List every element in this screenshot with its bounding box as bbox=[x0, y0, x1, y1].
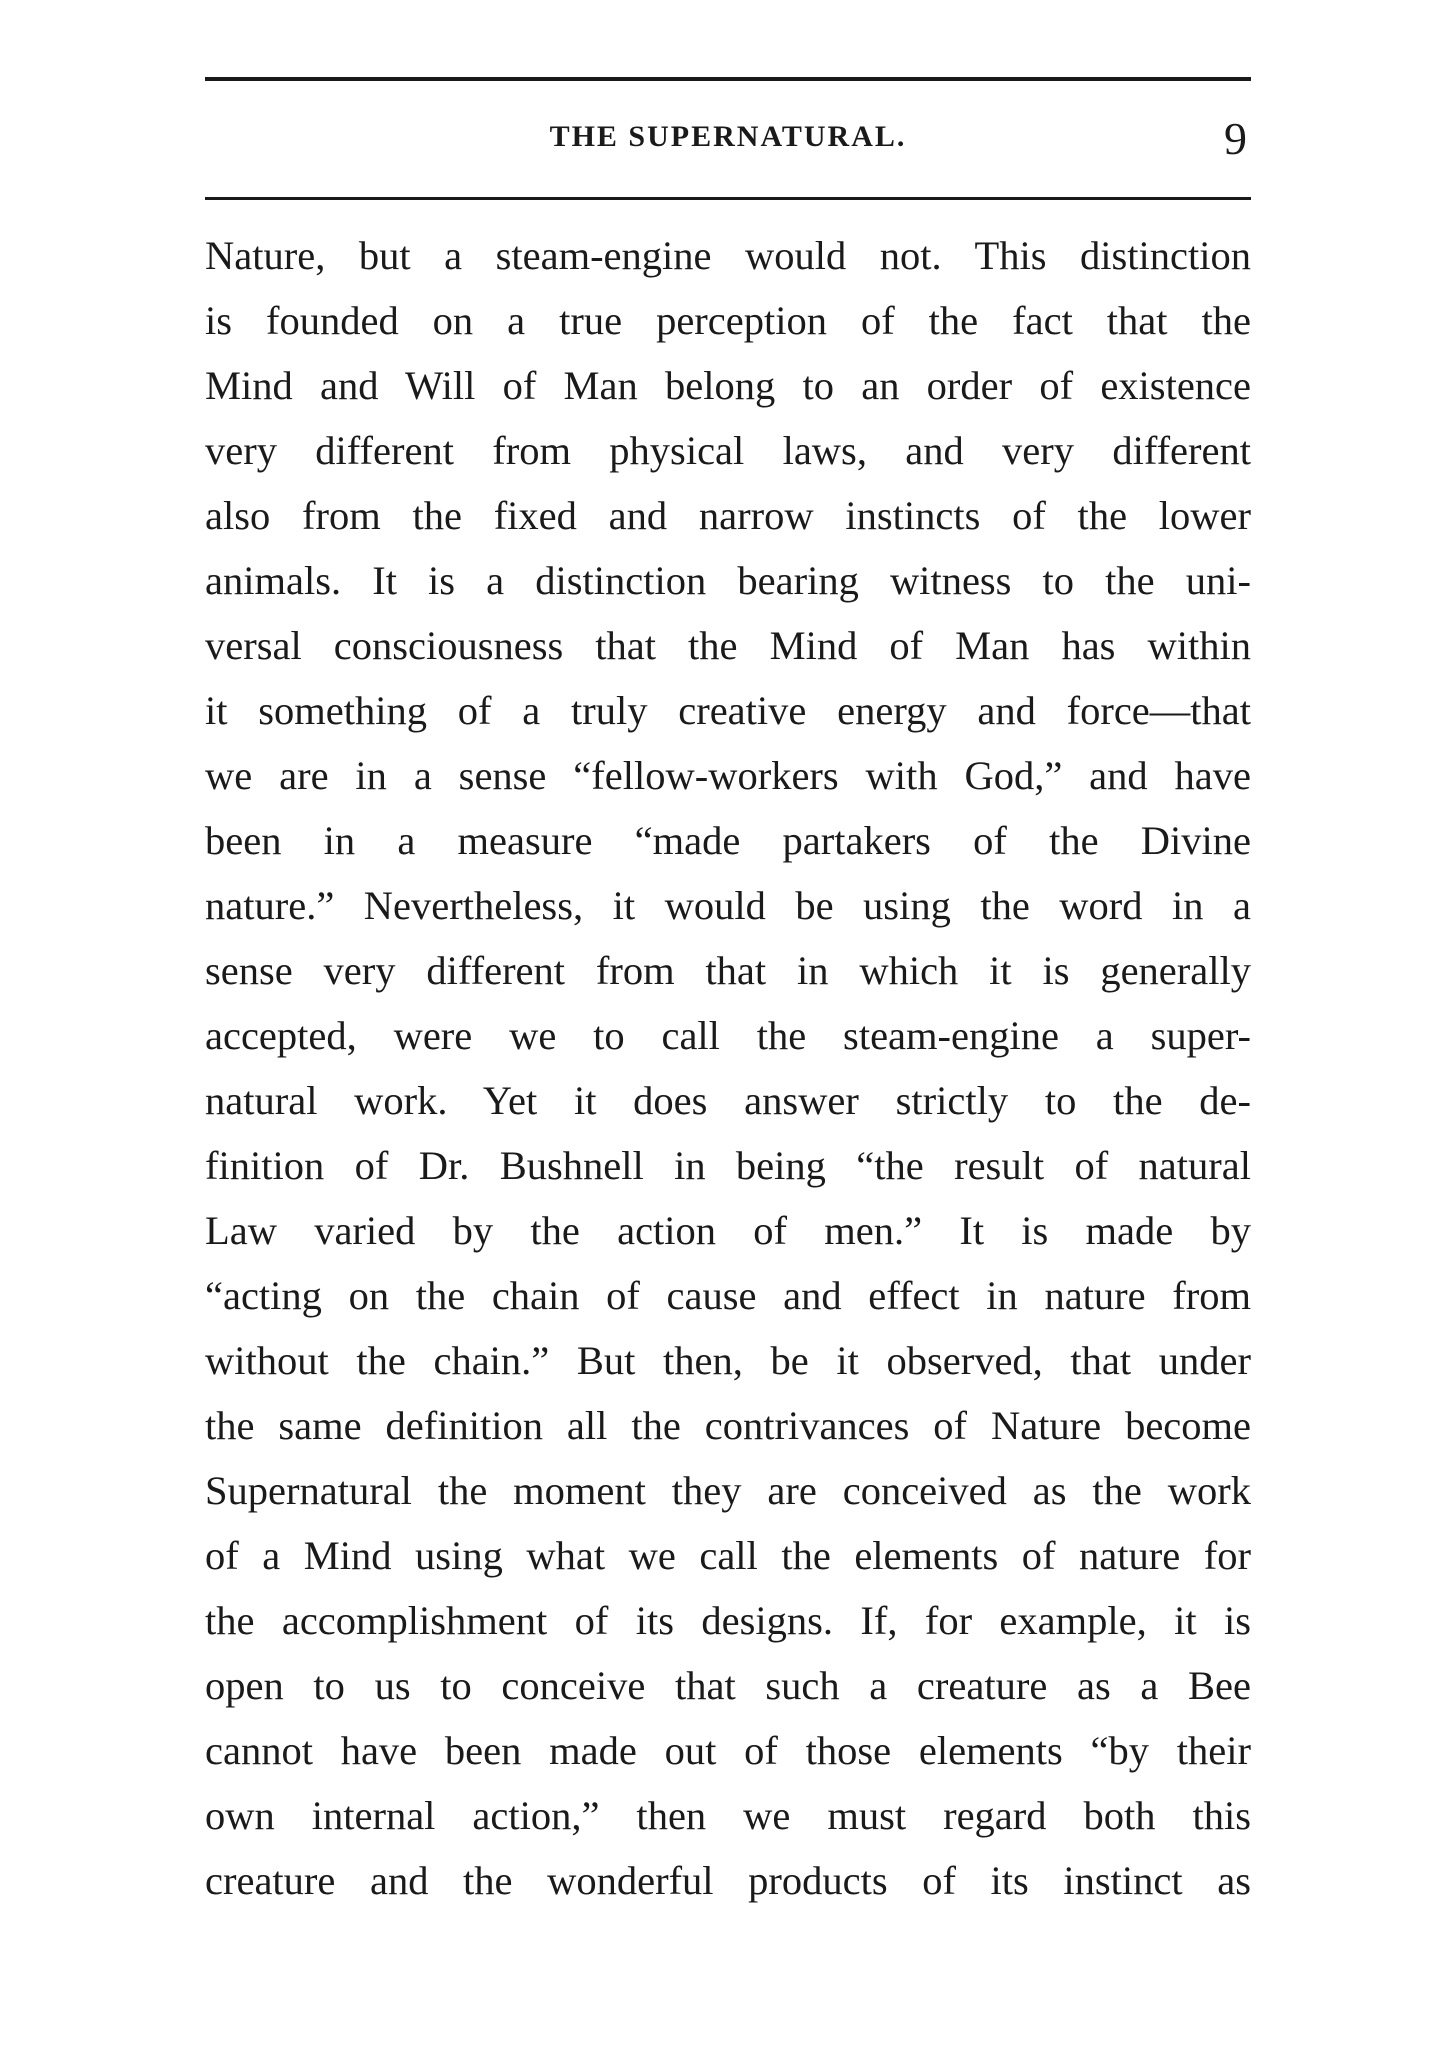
text-line: nature.” Nevertheless, it would be using the word in a bbox=[205, 883, 1251, 928]
text-line: finition of Dr. Bushnell in being “the result of natural bbox=[205, 1143, 1251, 1188]
text-line: Supernatural the moment they are conceived as the work bbox=[205, 1468, 1251, 1513]
body-text bbox=[205, 223, 1251, 1913]
text-line: we are in a sense “fellow-workers with God,” and have bbox=[205, 753, 1251, 798]
text-line: without the chain.” But then, be it observed, that under bbox=[205, 1338, 1251, 1383]
text-line: own internal action,” then we must regard both this bbox=[205, 1793, 1251, 1838]
text-line: very different from physical laws, and very different bbox=[205, 428, 1251, 473]
text-line: cannot have been made out of those elements “by their bbox=[205, 1728, 1251, 1773]
text-line: of a Mind using what we call the elements of nature for bbox=[205, 1533, 1251, 1578]
text-line: Nature, but a steam-engine would not. This distinction bbox=[205, 233, 1251, 278]
text-line: sense very different from that in which it is generally bbox=[205, 948, 1251, 993]
text-line: accepted, were we to call the steam-engine a super- bbox=[205, 1013, 1251, 1058]
text-line: is founded on a true perception of the fact that the bbox=[205, 298, 1251, 343]
running-head bbox=[205, 112, 1251, 172]
page-number: 9 bbox=[1224, 113, 1247, 164]
text-line: also from the fixed and narrow instincts of the lower bbox=[205, 493, 1251, 538]
text-line: “acting on the chain of cause and effect in nature from bbox=[205, 1273, 1251, 1318]
text-line: Mind and Will of Man belong to an order of existence bbox=[205, 363, 1251, 408]
text-line: the same definition all the contrivances of Nature become bbox=[205, 1403, 1251, 1448]
text-line: the accomplishment of its designs. If, for example, it is bbox=[205, 1598, 1251, 1643]
text-line: been in a measure “made partakers of the Divine bbox=[205, 818, 1251, 863]
text-line: versal consciousness that the Mind of Man has within bbox=[205, 623, 1251, 668]
text-line: open to us to conceive that such a creature as a Bee bbox=[205, 1663, 1251, 1708]
text-line: Law varied by the action of men.” It is made by bbox=[205, 1208, 1251, 1253]
text-line: animals. It is a distinction bearing witness to the uni- bbox=[205, 558, 1251, 603]
text-line: creature and the wonderful products of its instinct as bbox=[205, 1858, 1251, 1903]
header-bottom-rule bbox=[205, 197, 1251, 200]
running-title: THE SUPERNATURAL. bbox=[549, 120, 907, 153]
text-line: it something of a truly creative energy and force—that bbox=[205, 688, 1251, 733]
text-line: natural work. Yet it does answer strictly to the de- bbox=[205, 1078, 1251, 1123]
header-top-rule bbox=[205, 77, 1251, 81]
